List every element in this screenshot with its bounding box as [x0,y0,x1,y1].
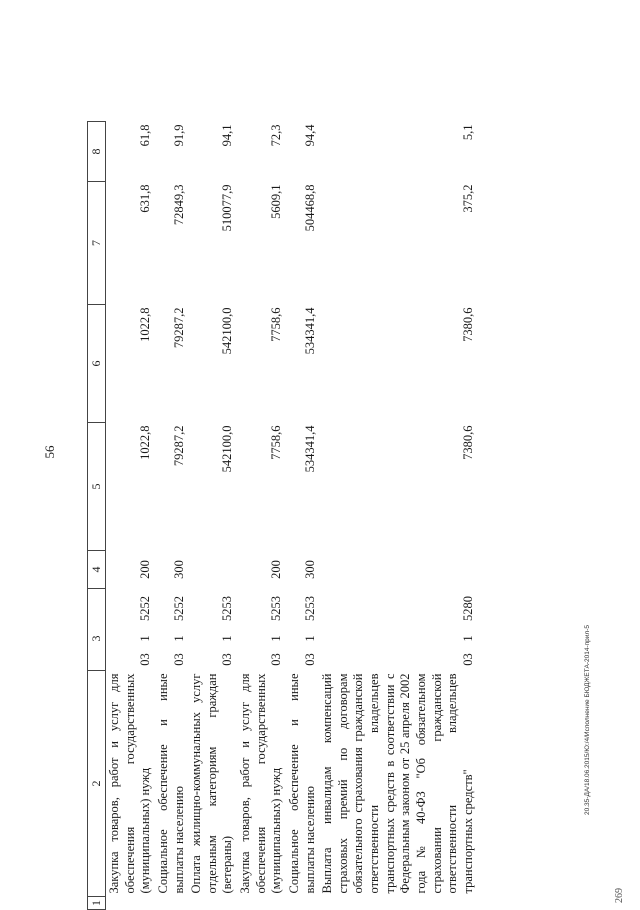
subsection-code-cell: 1 [302,635,317,642]
table-row [155,122,188,910]
item-name-cell: Оплата жилищно-коммунальных услуг отдельным категориям граждан (ветераны) [189,673,235,894]
subsection-code-cell: 1 [220,635,235,642]
expense-type-code-cell [188,551,237,589]
section-code-cell: 03 [138,653,153,666]
expense-type-code-cell: 200 [269,560,284,579]
executed-amount-cell: 510077,9 [220,184,235,232]
executed-amount-cell: 631,8 [138,184,153,213]
section-code-cell: 03 [269,653,284,666]
item-name-cell: Социальное обеспечение и иные выплаты населению [286,673,317,894]
expense-type-code-cell: 200 [138,560,153,579]
column-header: 3 [88,629,106,649]
page-number: 56 [42,445,57,459]
table-row [106,122,155,910]
item-name-cell: Выплата инвалидам компенсаций страховых премий по договорам обязательного страхования гражданской ответственности владельцев транспортных средств в соответствии с Федеральным законом от 25 апреля 2002 года № 40-ФЗ "Об обязательном страховании гражданской ответственности владельцев транспортных средств" [320,673,475,894]
column-header [88,649,106,671]
executed-amount-cell: 5609,1 [269,184,284,219]
specified-amount-cell: 1022,8 [138,307,153,342]
row-number-cell [286,897,319,910]
specified-amount-cell: 534341,4 [302,307,317,355]
column-header: 2 [88,671,106,897]
column-header: 6 [88,305,106,423]
expense-type-code-cell: 300 [302,560,317,579]
execution-percent-cell: 5,1 [460,124,475,141]
column-header: 5 [88,423,106,551]
table-row [286,122,319,910]
execution-percent-cell: 94,1 [220,124,235,147]
row-number-cell [237,897,286,910]
subsection-code-cell: 1 [171,635,186,642]
column-header: 1 [88,897,106,910]
column-header: 8 [88,122,106,182]
target-article-code-cell: 5253 [269,596,284,621]
item-name-cell: Закупка товаров, работ и услуг для обеспечения государственных (муниципальных) нужд [238,673,284,894]
executed-amount-cell: 375,2 [460,184,475,213]
item-name-cell: Социальное обеспечение и иные выплаты населению [155,673,186,894]
specified-amount-cell: 542100,0 [220,307,235,355]
column-header: 4 [88,551,106,589]
target-article-code-cell: 5280 [460,596,475,621]
approved-amount-cell: 542100,0 [220,425,235,473]
expense-type-code-cell [319,551,477,589]
row-number-cell [319,897,477,910]
row-number-cell [106,897,155,910]
table-header-row [88,122,106,910]
execution-percent-cell: 61,8 [138,124,153,147]
section-code-cell: 03 [460,653,475,666]
item-name-cell: Закупка товаров, работ и услуг для обеспечения государственных (муниципальных) нужд [107,673,153,894]
document-sheet [87,60,607,910]
subsection-code-cell: 1 [269,635,284,642]
column-header [88,589,106,629]
row-number-cell [188,897,237,910]
executed-amount-cell: 72849,3 [171,184,186,226]
column-header: 7 [88,182,106,305]
executed-amount-cell: 504468,8 [302,184,317,232]
section-code-cell: 03 [302,653,317,666]
target-article-code-cell: 5252 [138,596,153,621]
specified-amount-cell: 7380,6 [460,307,475,342]
execution-percent-cell: 94,4 [302,124,317,147]
table-row [188,122,237,910]
expense-type-code-cell: 300 [171,560,186,579]
approved-amount-cell: 7380,6 [460,425,475,460]
execution-percent-cell: 72,3 [269,124,284,147]
table-row [319,122,477,910]
approved-amount-cell: 79287,2 [171,425,186,467]
row-number-cell [155,897,188,910]
section-code-cell: 03 [171,653,186,666]
subsection-code-cell: 1 [460,635,475,642]
execution-percent-cell: 91,9 [171,124,186,147]
approved-amount-cell: 1022,8 [138,425,153,460]
table-body [106,122,478,910]
page-corner-number: 269 [614,888,625,903]
approved-amount-cell: 7758,6 [269,425,284,460]
budget-table [87,121,477,910]
section-code-cell: 03 [220,653,235,666]
target-article-code-cell: 5252 [171,596,186,621]
specified-amount-cell: 7758,6 [269,307,284,342]
target-article-code-cell: 5253 [220,596,235,621]
approved-amount-cell: 534341,4 [302,425,317,473]
subsection-code-cell: 1 [138,635,153,642]
specified-amount-cell: 79287,2 [171,307,186,349]
table-row [237,122,286,910]
target-article-code-cell: 5253 [302,596,317,621]
footer-file-path: 20.35-ДА/18.06.2015/Ю:/4/Исполнение БЮДЖЕТА-2014-прил-5 [584,625,591,815]
